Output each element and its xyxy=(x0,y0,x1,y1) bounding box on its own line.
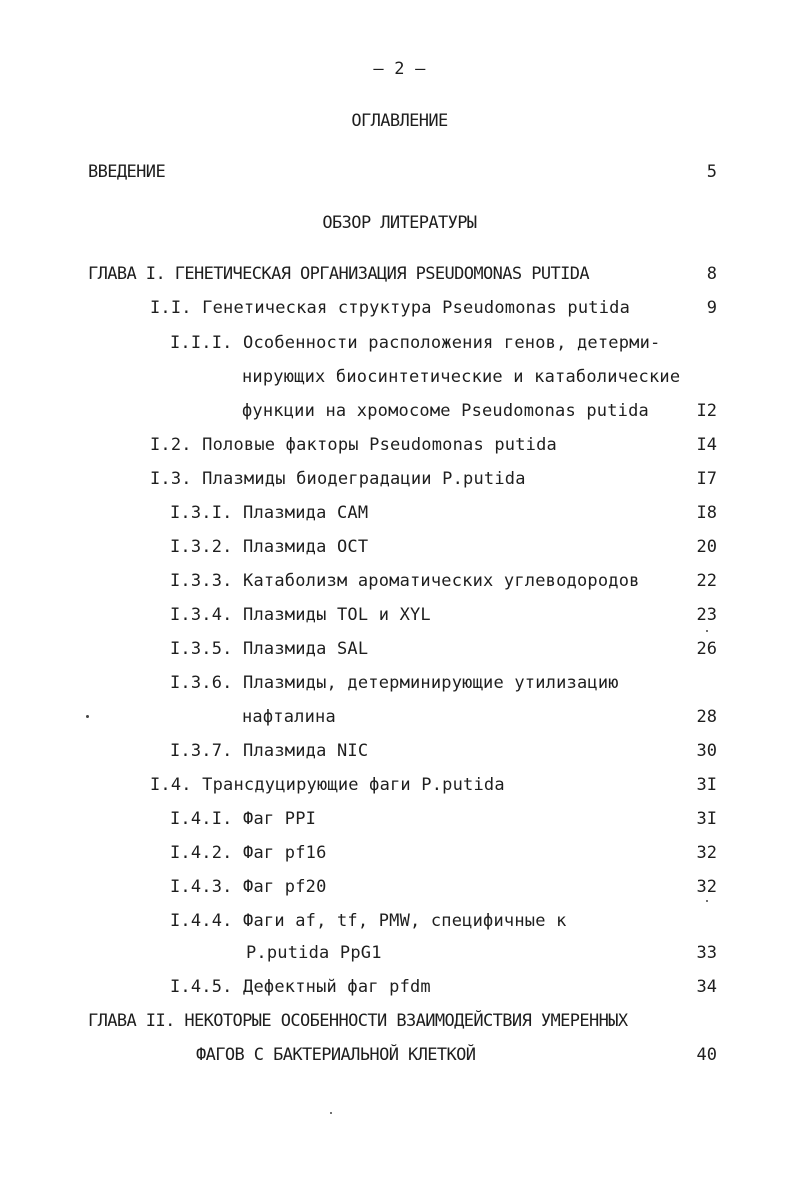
toc-entry-continuation: функции на хромосоме Pseudomonas putida xyxy=(242,401,649,421)
toc-chapter-1: ГЛАВА I. ГЕНЕТИЧЕСКАЯ ОРГАНИЗАЦИЯ PSEUDOMONAS PUTIDA xyxy=(88,264,590,284)
toc-section-heading: ОБЗОР ЛИТЕРАТУРЫ xyxy=(322,213,477,233)
toc-page-number: 22 xyxy=(696,571,717,591)
toc-page-number: 28 xyxy=(696,707,717,727)
toc-page-number: 5 xyxy=(706,162,717,182)
toc-page-number: 40 xyxy=(696,1045,717,1065)
toc-entry-continuation: нирующих биосинтетические и катаболические xyxy=(242,367,681,387)
toc-page-number: 3I xyxy=(696,775,717,795)
toc-page-number: 3I xyxy=(696,809,717,829)
scan-speck xyxy=(86,715,89,718)
toc-page-number: 32 xyxy=(696,877,717,897)
toc-entry: I.4.I. Фаг PPI xyxy=(170,809,317,829)
toc-entry-continuation: нафталина xyxy=(242,707,336,727)
toc-entry: I.3.2. Плазмида OCT xyxy=(170,537,369,557)
toc-page-number: 30 xyxy=(696,741,717,761)
toc-entry: I.3.5. Плазмида SAL xyxy=(170,639,369,659)
toc-entry: I.3.7. Плазмида NIC xyxy=(170,741,369,761)
toc-page-number: 9 xyxy=(706,298,717,318)
toc-entry: I.I. Генетическая структура Pseudomonas putida xyxy=(150,298,631,318)
toc-entry-continuation: P.putida PpG1 xyxy=(246,943,382,963)
scan-speck xyxy=(706,630,708,632)
toc-entry: I.4.4. Фаги af, tf, PMW, специфичные к xyxy=(170,911,567,931)
toc-entry: I.3. Плазмиды биодеградации P.putida xyxy=(150,469,526,489)
toc-page-number: 23 xyxy=(696,605,717,625)
toc-entry: I.4. Трансдуцирующие фаги P.putida xyxy=(150,775,505,795)
toc-entry: I.3.3. Катаболизм ароматических углеводородов xyxy=(170,571,640,591)
toc-page-number: 33 xyxy=(696,943,717,963)
toc-page-number: I8 xyxy=(696,503,717,523)
toc-entry: I.I.I. Особенности расположения генов, детерми- xyxy=(170,333,661,353)
toc-page-number: 32 xyxy=(696,843,717,863)
toc-chapter-2: ГЛАВА II. НЕКОТОРЫЕ ОСОБЕННОСТИ ВЗАИМОДЕЙСТВИЯ УМЕРЕННЫХ xyxy=(88,1011,628,1031)
toc-entry: I.2. Половые факторы Pseudomonas putida xyxy=(150,435,557,455)
toc-entry: I.4.3. Фаг pf20 xyxy=(170,877,327,897)
toc-page-number: 20 xyxy=(696,537,717,557)
page-number: – 2 – xyxy=(373,59,426,79)
toc-entry-introduction: ВВЕДЕНИЕ xyxy=(88,162,166,182)
toc-heading: ОГЛАВЛЕНИЕ xyxy=(351,111,448,131)
scan-speck xyxy=(330,1112,332,1114)
toc-page-number: 8 xyxy=(706,264,717,284)
toc-entry: I.4.2. Фаг pf16 xyxy=(170,843,327,863)
toc-page-number: 26 xyxy=(696,639,717,659)
toc-entry: I.4.5. Дефектный фаг pfdm xyxy=(170,977,431,997)
toc-page-number: I2 xyxy=(696,401,717,421)
toc-entry: I.3.I. Плазмида CAM xyxy=(170,503,369,523)
toc-entry: I.3.6. Плазмиды, детерминирующие утилизацию xyxy=(170,673,619,693)
toc-page-number: I4 xyxy=(696,435,717,455)
toc-page-number: I7 xyxy=(696,469,717,489)
toc-page-number: 34 xyxy=(696,977,717,997)
toc-entry-continuation: ФАГОВ С БАКТЕРИАЛЬНОЙ КЛЕТКОЙ xyxy=(196,1045,476,1065)
toc-entry: I.3.4. Плазмиды TOL и XYL xyxy=(170,605,431,625)
scan-speck xyxy=(706,900,708,902)
